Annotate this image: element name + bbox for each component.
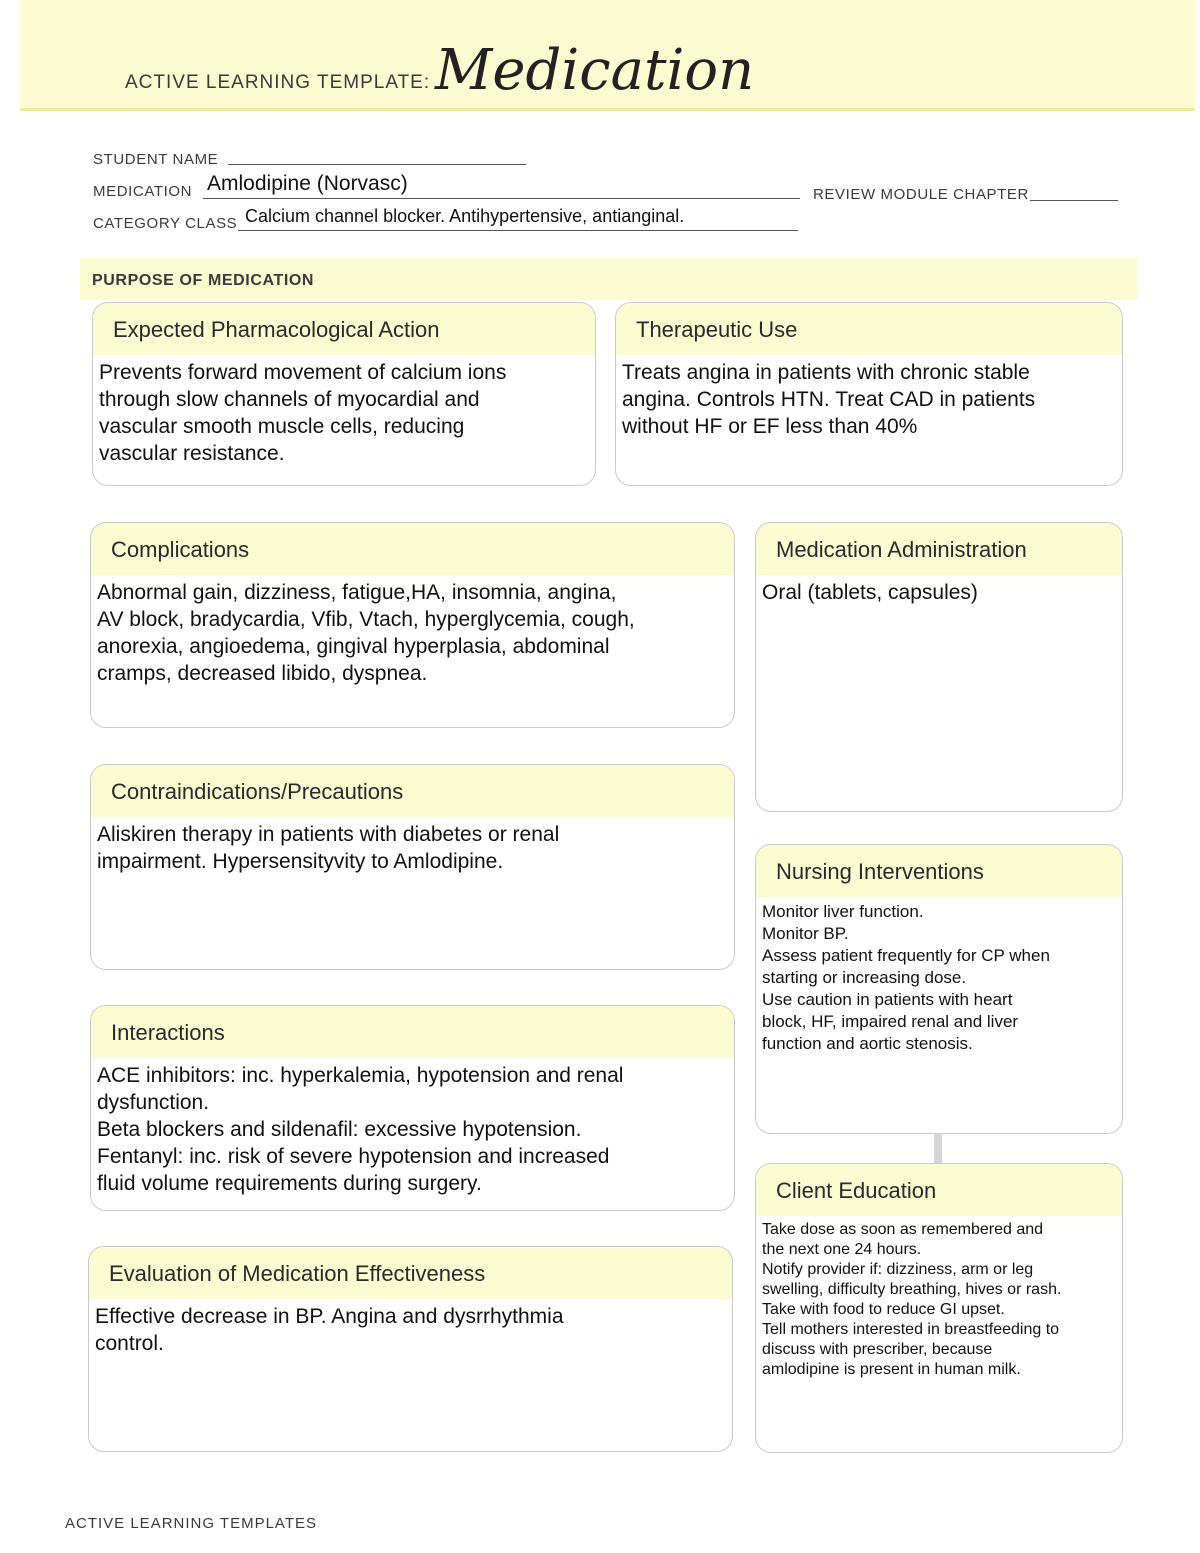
evaluation-title: Evaluation of Medication Effectiveness	[89, 1247, 732, 1299]
template-subtitle: ACTIVE LEARNING TEMPLATE:	[125, 72, 431, 93]
interactions-title: Interactions	[91, 1006, 734, 1058]
interactions-text[interactable]: ACE inhibitors: inc. hyperkalemia, hypotension and renal dysfunction. Beta blockers and sildenafil: excessive hypotension. Fentanyl: inc. risk of severe hypotension and increased fluid volume requirements during surgery.	[97, 1064, 624, 1195]
category-class-label: CATEGORY CLASS	[93, 215, 238, 232]
expected-action-title: Expected Pharmacological Action	[93, 303, 595, 355]
expected-action-box	[92, 302, 596, 486]
nursing-interventions-title: Nursing Interventions	[756, 845, 1122, 897]
expected-action-text[interactable]: Prevents forward movement of calcium ions through slow channels of myocardial and vascular smooth muscle cells, reducing vascular resistance.	[99, 361, 507, 465]
evaluation-box	[88, 1246, 733, 1452]
medication-line[interactable]	[203, 198, 800, 199]
category-class-line[interactable]	[238, 230, 798, 231]
interactions-box	[90, 1005, 735, 1211]
contraindications-text[interactable]: Aliskiren therapy in patients with diabetes or renal impairment. Hypersensityvity to Amlodipine.	[97, 823, 560, 873]
therapeutic-use-title: Therapeutic Use	[616, 303, 1122, 355]
client-education-text[interactable]: Take dose as soon as remembered and the next one 24 hours. Notify provider if: dizziness, arm or leg swelling, difficulty breathing, hives or rash. Take with food to reduce GI upset. Tell mothers interested in breastfeeding to discuss with prescriber, because amlodipine is present in human milk.	[762, 1221, 1062, 1378]
client-education-title: Client Education	[756, 1164, 1122, 1216]
therapeutic-use-text[interactable]: Treats angina in patients with chronic stable angina. Controls HTN. Treat CAD in patients without HF or EF less than 40%	[622, 361, 1036, 438]
category-class-value: Calcium channel blocker. Antihypertensive, antianginal.	[245, 206, 685, 226]
header-banner	[20, 0, 1195, 111]
medication-label: MEDICATION	[93, 183, 193, 200]
contraindications-box	[90, 764, 735, 970]
review-module-label: REVIEW MODULE CHAPTER	[813, 186, 1029, 203]
administration-box	[755, 522, 1123, 812]
page-title: Medication	[435, 38, 755, 103]
review-module-line[interactable]	[1030, 200, 1118, 201]
box-connector	[934, 1133, 942, 1163]
therapeutic-use-box	[615, 302, 1123, 486]
purpose-section-bar	[80, 258, 1137, 300]
contraindications-title: Contraindications/Precautions	[91, 765, 734, 817]
student-name-label: STUDENT NAME	[93, 151, 219, 168]
medication-value: Amlodipine (Norvasc)	[207, 172, 408, 195]
purpose-label: PURPOSE OF MEDICATION	[92, 272, 315, 289]
complications-text[interactable]: Abnormal gain, dizziness, fatigue,HA, insomnia, angina, AV block, bradycardia, Vfib, Vtach, hyperglycemia, cough, anorexia, angioedema, gingival hyperplasia, abdominal cramps, decreased libido, dyspnea.	[97, 581, 635, 685]
complications-box	[90, 522, 735, 728]
complications-title: Complications	[91, 523, 734, 575]
administration-text[interactable]: Oral (tablets, capsules)	[762, 581, 978, 604]
nursing-interventions-box	[755, 844, 1123, 1134]
administration-title: Medication Administration	[756, 523, 1122, 575]
evaluation-text[interactable]: Effective decrease in BP. Angina and dysrrhythmia control.	[95, 1305, 564, 1355]
client-education-box	[755, 1163, 1123, 1453]
student-name-line[interactable]	[228, 164, 526, 165]
footer-label: ACTIVE LEARNING TEMPLATES	[65, 1515, 317, 1532]
nursing-interventions-text[interactable]: Monitor liver function. Monitor BP. Assess patient frequently for CP when starting or increasing dose. Use caution in patients with heart block, HF, impaired renal and liver function and aortic stenosis.	[762, 902, 1050, 1053]
